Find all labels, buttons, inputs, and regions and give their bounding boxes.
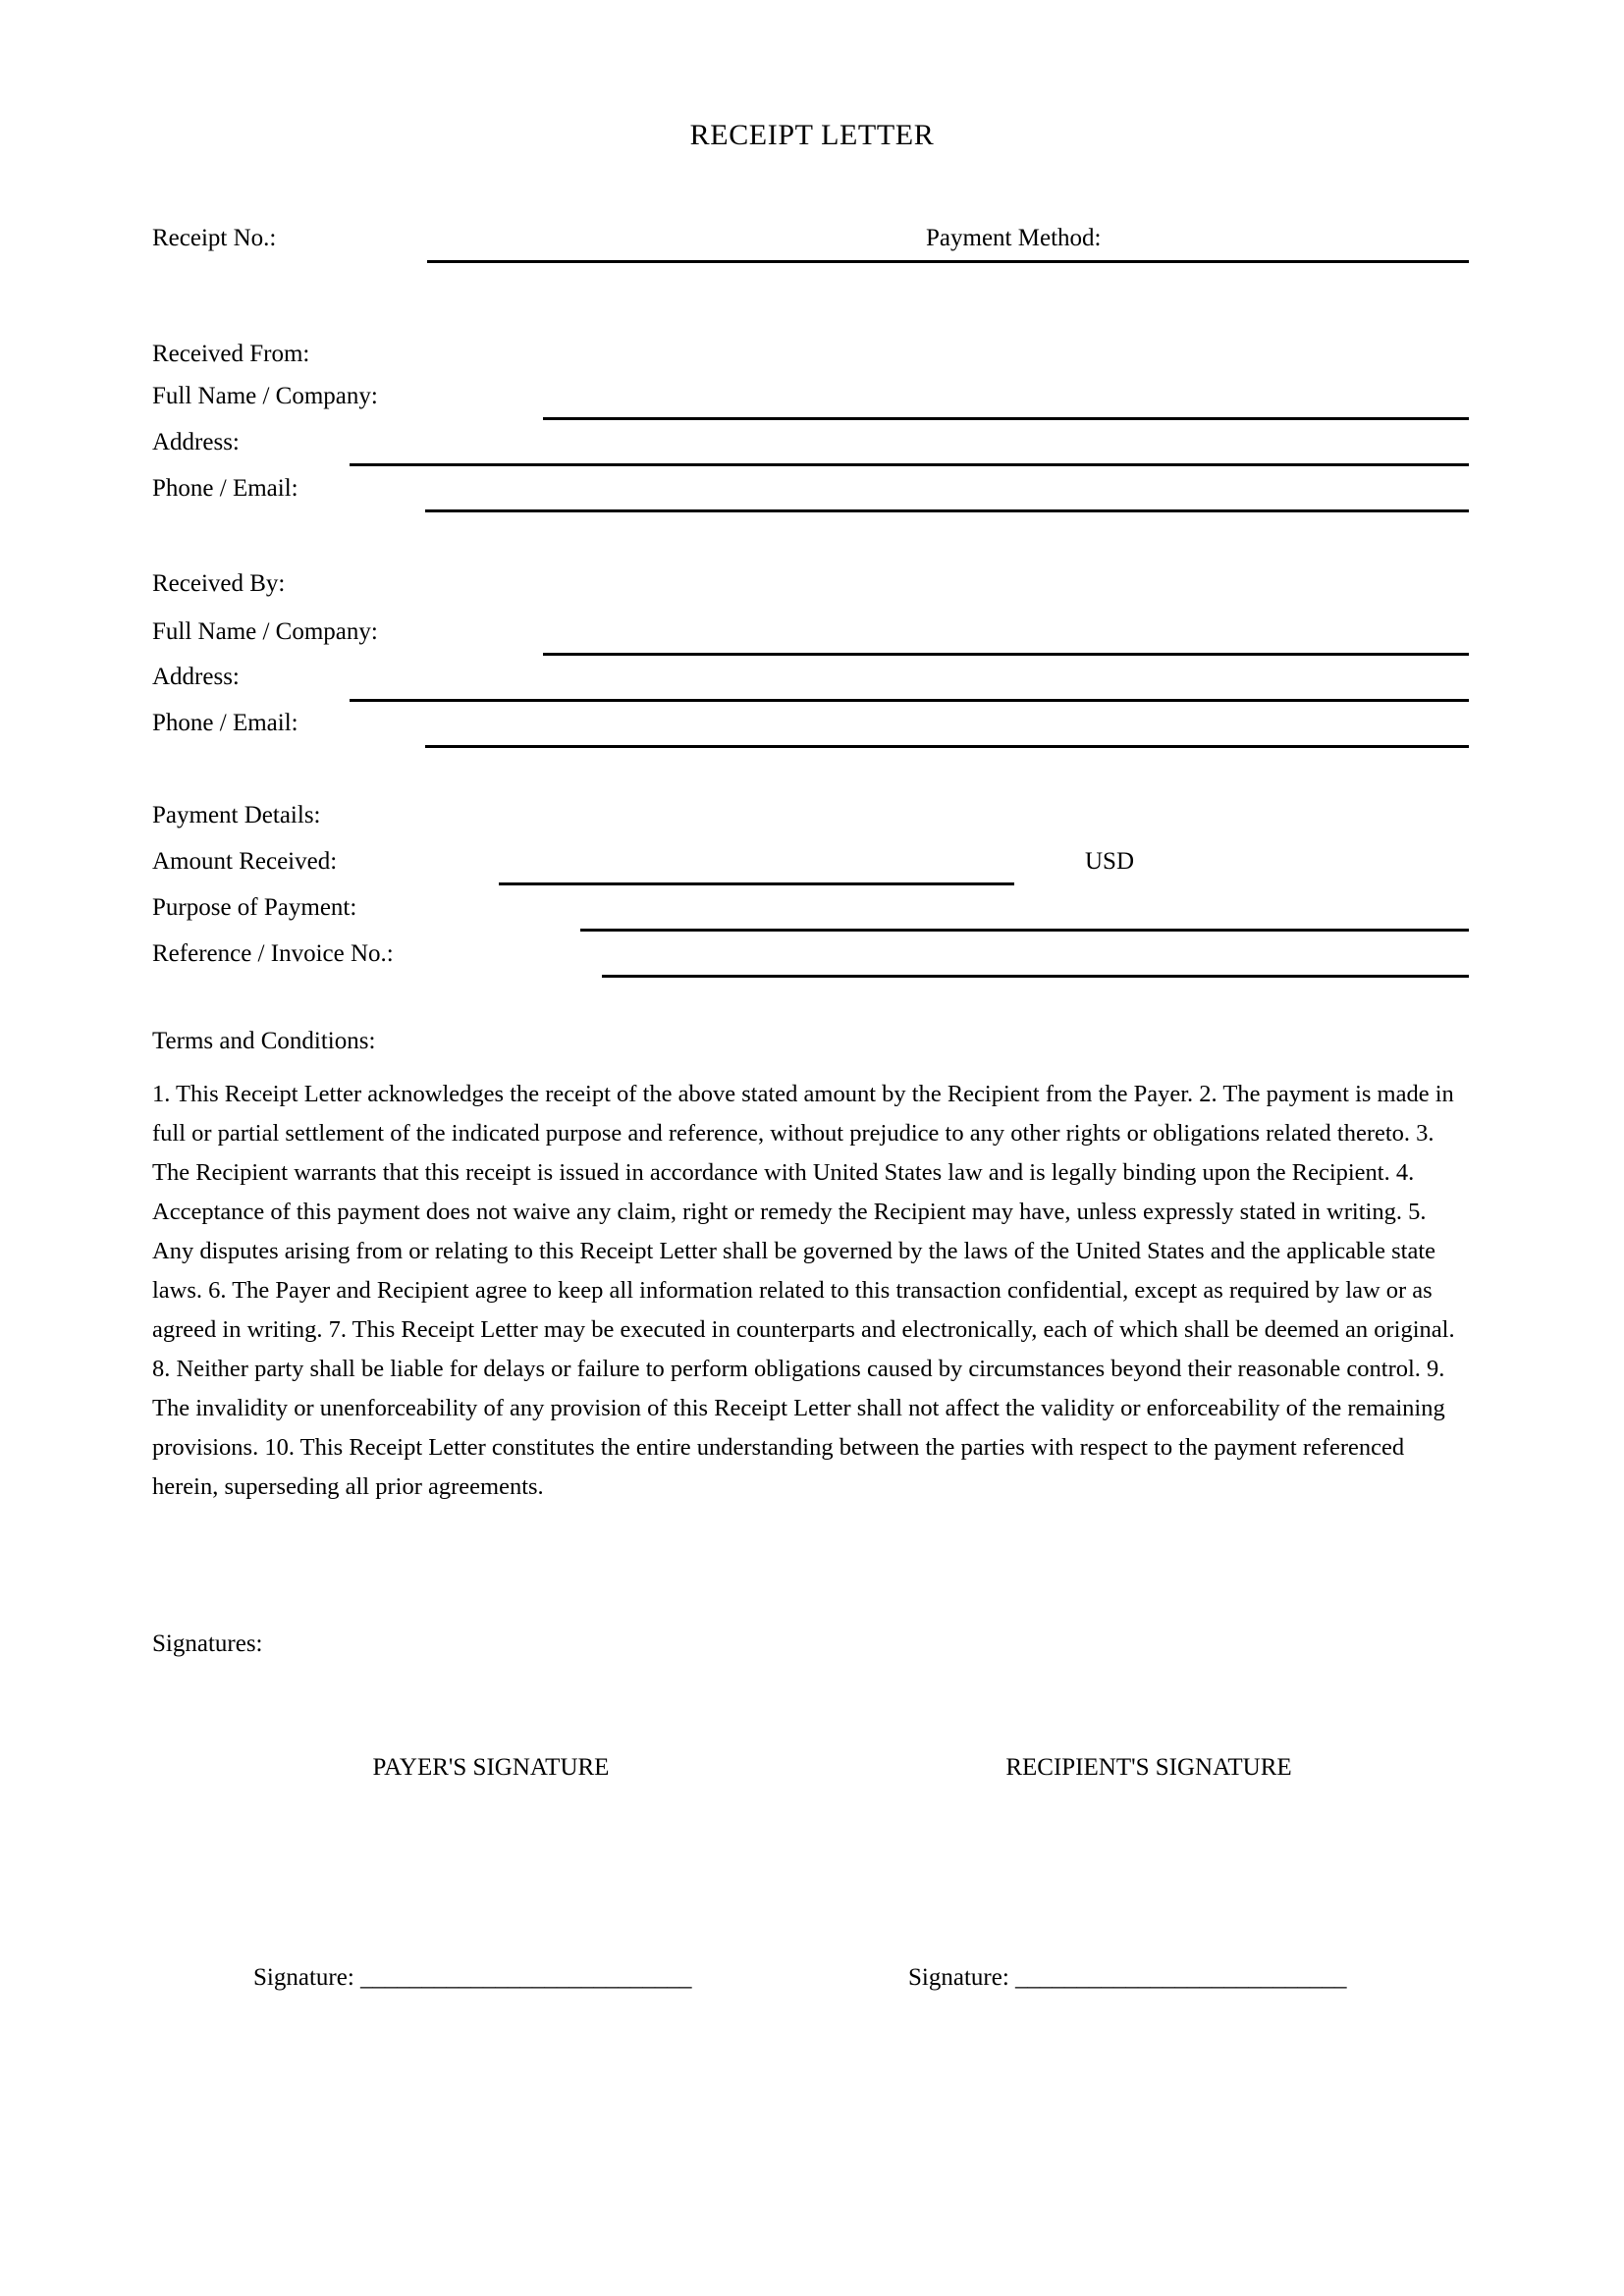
- received-from-section-label: Received From:: [152, 341, 310, 367]
- received-from-address-label: Address:: [152, 429, 240, 455]
- page-title: RECEIPT LETTER: [689, 119, 935, 151]
- payer-signature-blank[interactable]: ___________________________: [360, 1964, 692, 1991]
- receipt-no-payment-method-input-line[interactable]: [427, 260, 1469, 263]
- purpose-of-payment-input-line[interactable]: [580, 929, 1469, 932]
- amount-received-input-line[interactable]: [499, 882, 1014, 885]
- received-from-full-name-label: Full Name / Company:: [152, 383, 378, 409]
- recipient-signature-line[interactable]: [908, 1963, 1347, 1993]
- received-by-address-input-line[interactable]: [350, 699, 1469, 702]
- received-from-address-input-line[interactable]: [350, 463, 1469, 466]
- received-by-full-name-input-line[interactable]: [543, 653, 1469, 656]
- received-by-address-label: Address:: [152, 664, 240, 690]
- recipient-signature-heading: RECIPIENT'S SIGNATURE: [1005, 1754, 1292, 1781]
- received-from-phone-email-input-line[interactable]: [425, 509, 1469, 512]
- recipient-signature-label: Signature:: [908, 1964, 1009, 1991]
- signatures-heading: Signatures:: [152, 1630, 263, 1657]
- received-from-phone-email-label: Phone / Email:: [152, 475, 298, 502]
- received-by-full-name-label: Full Name / Company:: [152, 618, 378, 645]
- received-by-phone-email-label: Phone / Email:: [152, 710, 298, 736]
- payer-signature-label: Signature:: [253, 1964, 354, 1991]
- payment-method-label: Payment Method:: [926, 225, 1102, 251]
- received-by-section-label: Received By:: [152, 570, 286, 597]
- payer-signature-heading: PAYER'S SIGNATURE: [372, 1754, 610, 1781]
- amount-received-label: Amount Received:: [152, 848, 338, 875]
- reference-invoice-no-input-line[interactable]: [602, 975, 1469, 978]
- recipient-signature-blank[interactable]: ___________________________: [1015, 1964, 1347, 1991]
- reference-invoice-no-label: Reference / Invoice No.:: [152, 940, 394, 967]
- received-by-phone-email-input-line[interactable]: [425, 745, 1469, 748]
- payer-signature-line[interactable]: [253, 1963, 692, 1993]
- terms-and-conditions-body: 1. This Receipt Letter acknowledges the receipt of the above stated amount by the Recipient from the Payer. 2. The payment is made in full or partial settlement of the indicated purpose and reference, without prejudice to any other rights or obligations related thereto. 3. The Recipient warrants that this receipt is issued in accordance with United States law and is legally binding upon the Recipient. 4. Acceptance of this payment does not waive any claim, right or remedy the Recipient may have, unless expressly stated in writing. 5. Any disputes arising from or relating to this Receipt Letter shall be governed by the laws of the United States and the applicable state laws. 6. The Payer and Recipient agree to keep all information related to this transaction confidential, except as required by law or as agreed in writing. 7. This Receipt Letter may be executed in counterparts and electronically, each of which shall be deemed an original. 8. Neither party shall be liable for delays or failure to perform obligations caused by circumstances beyond their reasonable control. 9. The invalidity or unenforceability of any provision of this Receipt Letter shall not affect the validity or enforceability of the remaining provisions. 10. This Receipt Letter constitutes the entire understanding between the parties with respect to the payment referenced herein, superseding all prior agreements.: [152, 1081, 1455, 1500]
- received-from-full-name-input-line[interactable]: [543, 417, 1469, 420]
- currency-label: USD: [1085, 848, 1135, 875]
- receipt-no-label: Receipt No.:: [152, 225, 277, 251]
- payment-details-section-label: Payment Details:: [152, 802, 321, 828]
- purpose-of-payment-label: Purpose of Payment:: [152, 894, 357, 921]
- terms-and-conditions-heading: Terms and Conditions:: [152, 1028, 376, 1054]
